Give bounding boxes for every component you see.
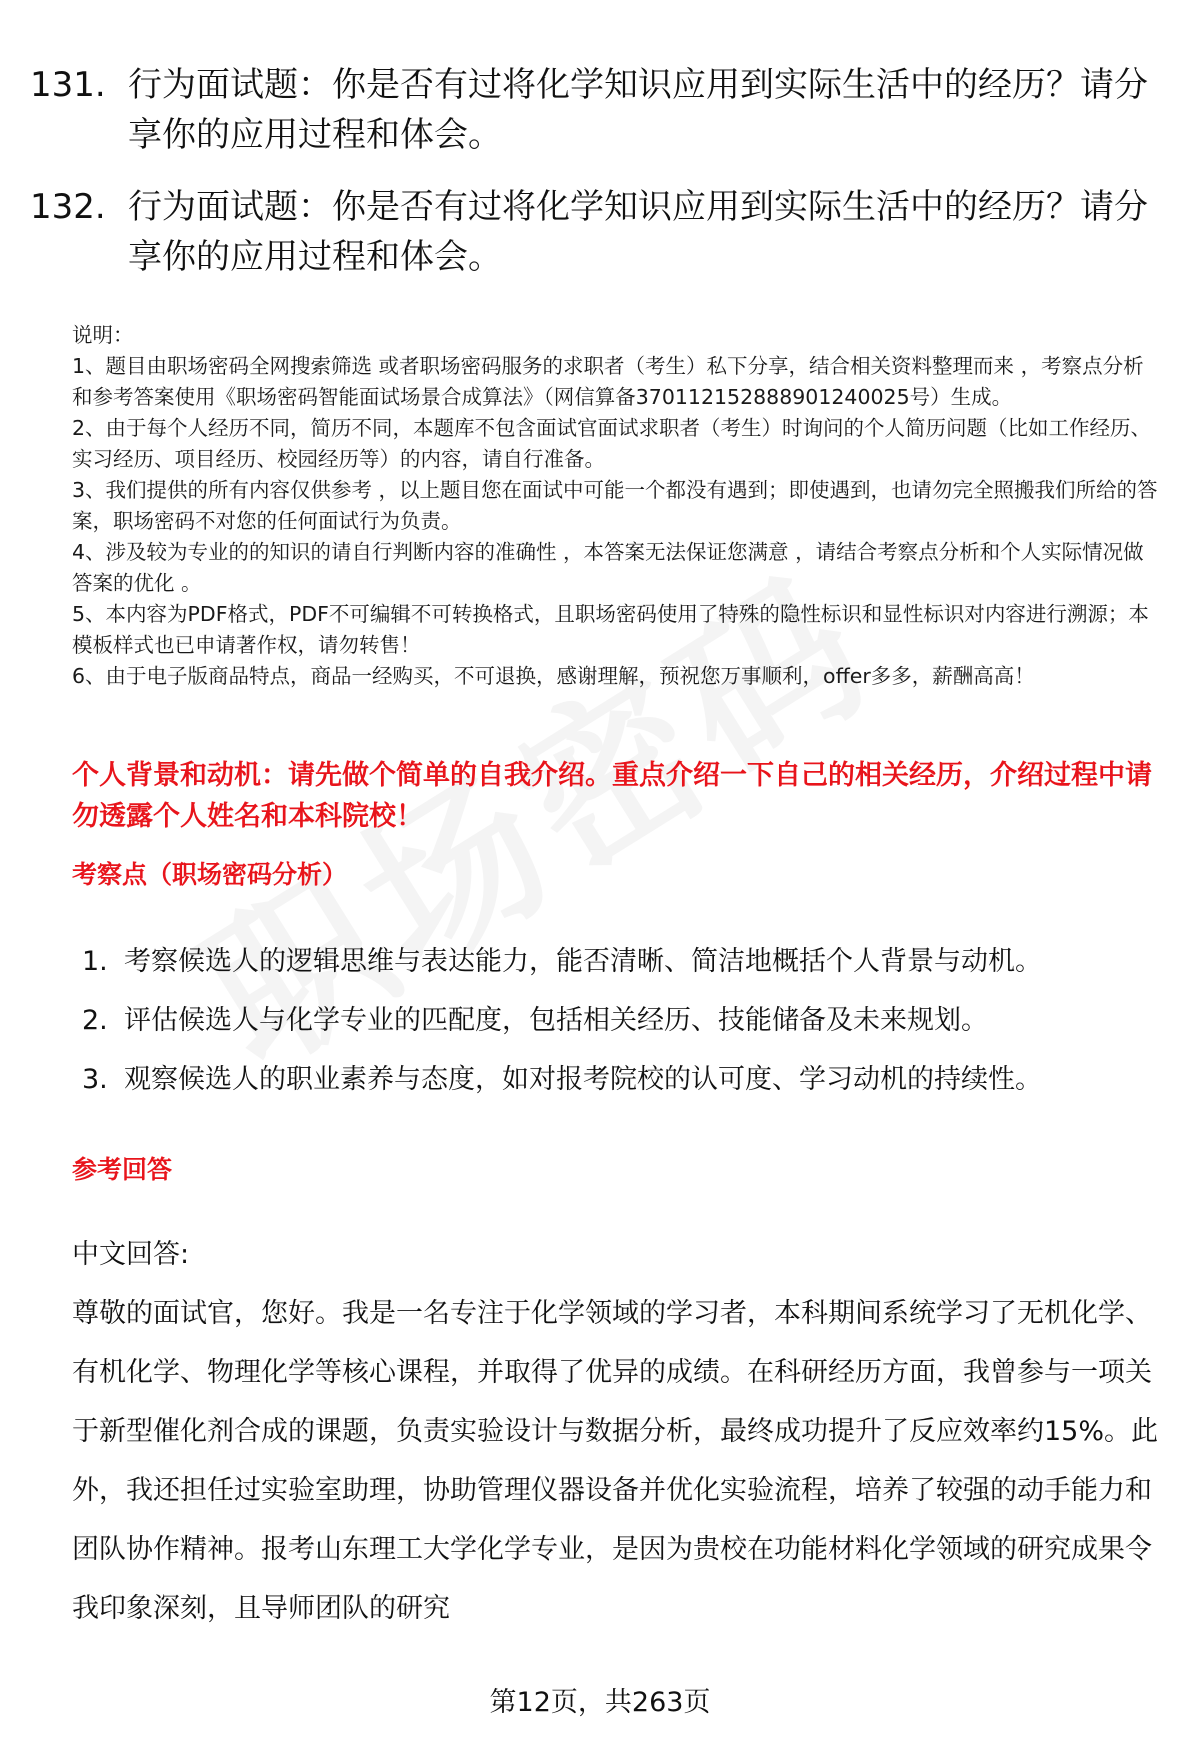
note-item: 4、涉及较为专业的的知识的请自行判断内容的准确性 ，本答案无法保证您满意 ，请结合考察点分析和个人实际情况做答案的优化 。 — [72, 540, 1144, 595]
note-item: 5、本内容为PDF格式，PDF不可编辑不可转换格式，且职场密码使用了特殊的隐性标识和显性标识对内容进行溯源；本模板样式也已申请著作权，请勿转售！ — [72, 602, 1149, 657]
question-text: 行为面试题：你是否有过将化学知识应用到实际生活中的经历？请分享你的应用过程和体会。 — [128, 65, 1148, 155]
point-text: 评估候选人与化学专业的匹配度，包括相关经历、技能储备及未来规划。 — [124, 1005, 988, 1036]
analysis-point — [82, 1050, 1172, 1109]
answer-block — [72, 1225, 1162, 1638]
point-number: 1. — [82, 946, 108, 977]
question-number: 132. — [30, 187, 106, 227]
analysis-points — [82, 932, 1172, 1109]
main-question: 个人背景和动机：请先做个简单的自我介绍。重点介绍一下自己的相关经历，介绍过程中请勿透露个人姓名和本科院校！ — [72, 760, 1152, 832]
analysis-point — [82, 932, 1172, 991]
notes-title: 说明： — [72, 323, 134, 347]
analysis-heading: 考察点（职场密码分析） — [72, 860, 348, 889]
note-item: 1、题目由职场密码全网搜索筛选 或者职场密码服务的求职者（考生）私下分享，结合相关资料整理而来 ，考察点分析和参考答案使用《职场密码智能面试场景合成算法》（网信算备370112152888901240025号）生成。 — [72, 354, 1144, 409]
answer-body: 尊敬的面试官，您好。我是一名专注于化学领域的学习者，本科期间系统学习了无机化学、有机化学、物理化学等核心课程，并取得了优异的成绩。在科研经历方面，我曾参与一项关于新型催化剂合成的课题，负责实验设计与数据分析，最终成功提升了反应效率约15%。此外，我还担任过实验室助理，协助管理仪器设备并优化实验流程，培养了较强的动手能力和团队协作精神。报考山东理工大学化学专业，是因为贵校在功能材料化学领域的研究成果令我印象深刻，且导师团队的研究 — [72, 1298, 1159, 1624]
answer-label: 中文回答: — [72, 1239, 190, 1270]
point-text: 考察候选人的逻辑思维与表达能力，能否清晰、简洁地概括个人背景与动机。 — [124, 946, 1042, 977]
reference-heading: 参考回答 — [72, 1155, 173, 1184]
question-list — [30, 60, 1170, 304]
question-item — [30, 60, 1170, 160]
question-text: 行为面试题：你是否有过将化学知识应用到实际生活中的经历？请分享你的应用过程和体会。 — [128, 187, 1148, 277]
note-item: 6、由于电子版商品特点，商品一经购买，不可退换，感谢理解，预祝您万事顺利，offer多多，薪酬高高！ — [72, 664, 1035, 688]
question-item — [30, 182, 1170, 282]
point-number: 2. — [82, 1005, 108, 1036]
note-item: 2、由于每个人经历不同，简历不同，本题库不包含面试官面试求职者（考生）时询问的个人简历问题（比如工作经历、实习经历、项目经历、校园经历等）的内容，请自行准备。 — [72, 416, 1152, 471]
notes-block — [72, 320, 1162, 692]
point-number: 3. — [82, 1064, 108, 1095]
analysis-point — [82, 991, 1172, 1050]
page-footer: 第12页，共263页 — [489, 1687, 711, 1718]
point-text: 观察候选人的职业素养与态度，如对报考院校的认可度、学习动机的持续性。 — [124, 1064, 1042, 1095]
question-number: 131. — [30, 65, 106, 105]
note-item: 3、我们提供的所有内容仅供参考 ，以上题目您在面试中可能一个都没有遇到；即使遇到，也请勿完全照搬我们所给的答案，职场密码不对您的任何面试行为负责。 — [72, 478, 1158, 533]
